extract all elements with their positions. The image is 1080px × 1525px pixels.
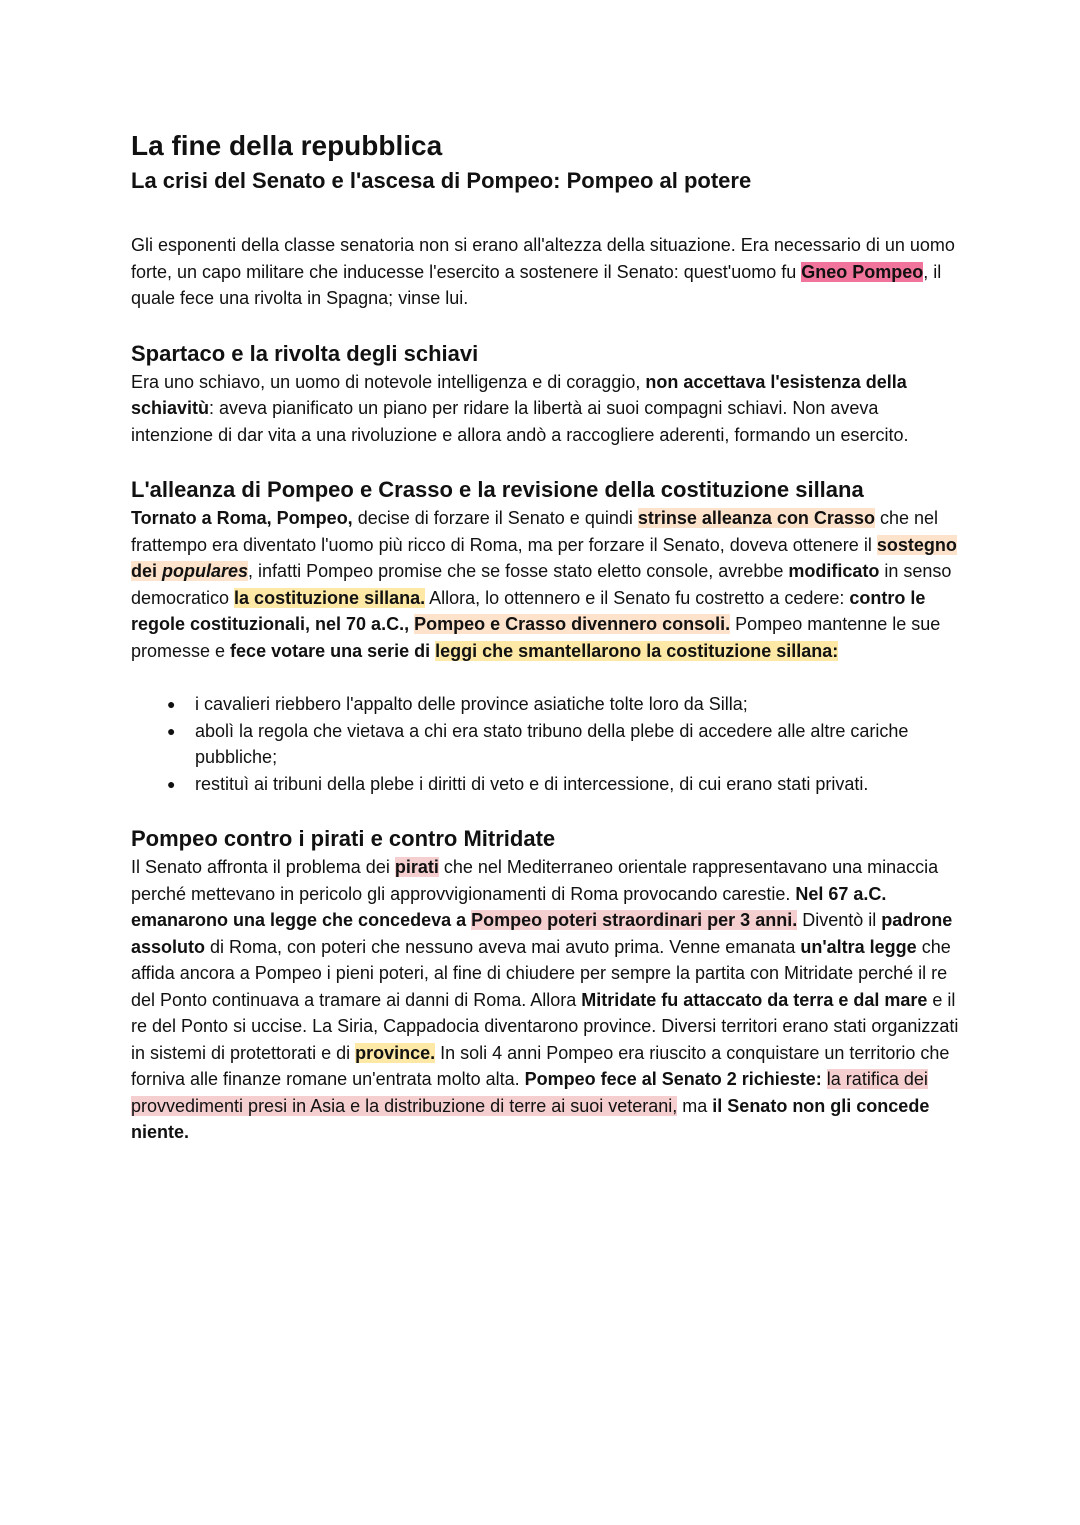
text-run: : aveva pianificato un piano per ridare la libertà ai suoi compagni schiavi. Non aveva intenzione di dar vita a una rivoluzione e allora andò a raccogliere aderenti, formando un esercito. bbox=[131, 398, 909, 445]
bold-text: Nel 67 a.C. emanarono una legge che concedeva a bbox=[131, 883, 887, 930]
highlighted-text: la ratifica dei provvedimenti presi in Asia e la distribuzione di terre ai suoi veterani, bbox=[131, 1069, 928, 1116]
text-run: Pompeo mantenne le sue promesse e bbox=[131, 614, 941, 661]
document-page bbox=[131, 128, 961, 1146]
bold-text: un'altra legge bbox=[800, 936, 917, 957]
bold-text: non accettava l'esistenza della schiavitù bbox=[131, 371, 907, 418]
text-run: in senso democratico bbox=[131, 561, 952, 608]
bold-text: padrone assoluto bbox=[131, 910, 953, 957]
highlighted-text: pirati bbox=[394, 857, 439, 877]
text-run: che nel frattempo era diventato l'uomo più ricco di Roma, ma per forzare il Senato, doveva ottenere il bbox=[131, 508, 939, 555]
section-paragraph bbox=[131, 369, 961, 449]
section-paragraph bbox=[131, 505, 961, 664]
list-item: ● i cavalieri riebbero l'appalto delle province asiatiche tolte loro da Silla; bbox=[195, 691, 961, 718]
highlighted-text: strinse alleanza con Crasso bbox=[637, 508, 875, 528]
highlighted-text: Pompeo e Crasso divennero consoli. bbox=[414, 614, 731, 634]
bold-text: fece votare una serie di bbox=[230, 640, 436, 661]
text-run: Gli esponenti della classe senatoria non si erano all'altezza della situazione. Era necessario di un uomo forte, un capo militare che inducesse l'esercito a sostenere il Senato: quest'uomo fu bbox=[131, 235, 955, 282]
text-run: che nel Mediterraneo orientale rappresentavano una minaccia perché mettevano in pericolo gli approvvigionamenti di Roma provocando carestie. bbox=[131, 857, 939, 904]
highlighted-text: populares bbox=[162, 561, 249, 581]
section-heading: Spartaco e la rivolta degli schiavi bbox=[131, 340, 479, 366]
text-run: Il Senato affronta il problema dei bbox=[131, 857, 395, 877]
text-run: di Roma, con poteri che nessuno aveva mai avuto prima. Venne emanata bbox=[205, 936, 801, 957]
text-run: In soli 4 anni Pompeo era riuscito a conquistare un territorio che forniva alle finanze romane un'entrata molto alta. bbox=[131, 1042, 950, 1089]
bold-text: il Senato non gli concede niente. bbox=[131, 1095, 930, 1142]
bold-text: Pompeo fece al Senato 2 richieste: bbox=[524, 1069, 822, 1089]
text-run: , infatti Pompeo promise che se fosse stato eletto console, avrebbe bbox=[248, 561, 789, 581]
text-run: che affida ancora a Pompeo i pieni poteri, al fine di chiudere per sempre la partita con Mitridate perché il re del Ponto continuava a tramare ai danni di Roma. Allora bbox=[131, 936, 951, 1010]
intro-paragraph bbox=[131, 232, 961, 312]
list-item: ● restituì ai tribuni della plebe i diritti di veto e di intercessione, di cui erano stati privati. bbox=[195, 771, 961, 798]
highlighted-text: sostegno dei bbox=[131, 534, 957, 581]
highlighted-text: la costituzione sillana. bbox=[234, 587, 426, 608]
text-run: Era uno schiavo, un uomo di notevole intelligenza e di coraggio, bbox=[131, 371, 646, 392]
text-run: Allora, lo ottennero e il Senato fu costretto a cedere: bbox=[425, 587, 850, 608]
highlighted-text: province. bbox=[355, 1042, 436, 1063]
section-heading: L'alleanza di Pompeo e Crasso e la revisione della costituzione sillana bbox=[131, 477, 864, 502]
document-title: La fine della repubblica bbox=[131, 130, 443, 161]
bold-text: Tornato a Roma, Pompeo, bbox=[131, 508, 353, 528]
section-heading: Pompeo contro i pirati e contro Mitridate bbox=[131, 826, 556, 851]
bold-text: Mitridate fu attaccato da terra e dal mare bbox=[581, 989, 928, 1010]
highlighted-text: Pompeo poteri straordinari per 3 anni. bbox=[471, 910, 798, 930]
bullet-list bbox=[131, 691, 961, 797]
text-run: ma bbox=[677, 1095, 713, 1116]
highlighted-text: Gneo Pompeo bbox=[801, 261, 924, 282]
text-run: , il quale fece una rivolta in Spagna; vinse lui. bbox=[131, 261, 942, 308]
text-run: e il re del Ponto si uccise. La Siria, Cappadocia diventarono province. Diversi territori erano stati organizzati in sistemi di protettorati e di bbox=[131, 989, 959, 1063]
section-pompeo-pirati-mitridate bbox=[131, 824, 961, 1146]
section-alleanza-pompeo-crasso bbox=[131, 475, 961, 797]
highlighted-text: leggi che smantellarono la costituzione sillana: bbox=[435, 640, 839, 661]
text-run: decise di forzare il Senato e quindi bbox=[352, 508, 638, 528]
document-subtitle: La crisi del Senato e l'ascesa di Pompeo: Pompeo al potere bbox=[131, 168, 752, 193]
text-run: Diventò il bbox=[797, 910, 882, 930]
bold-text: modificato bbox=[788, 561, 880, 581]
section-spartaco bbox=[131, 339, 961, 449]
section-paragraph bbox=[131, 854, 961, 1146]
bold-text: contro le regole costituzionali, nel 70 a.C., bbox=[131, 587, 926, 634]
list-item: ● abolì la regola che vietava a chi era stato tribuno della plebe di accedere alle altre cariche pubbliche; bbox=[195, 718, 961, 771]
